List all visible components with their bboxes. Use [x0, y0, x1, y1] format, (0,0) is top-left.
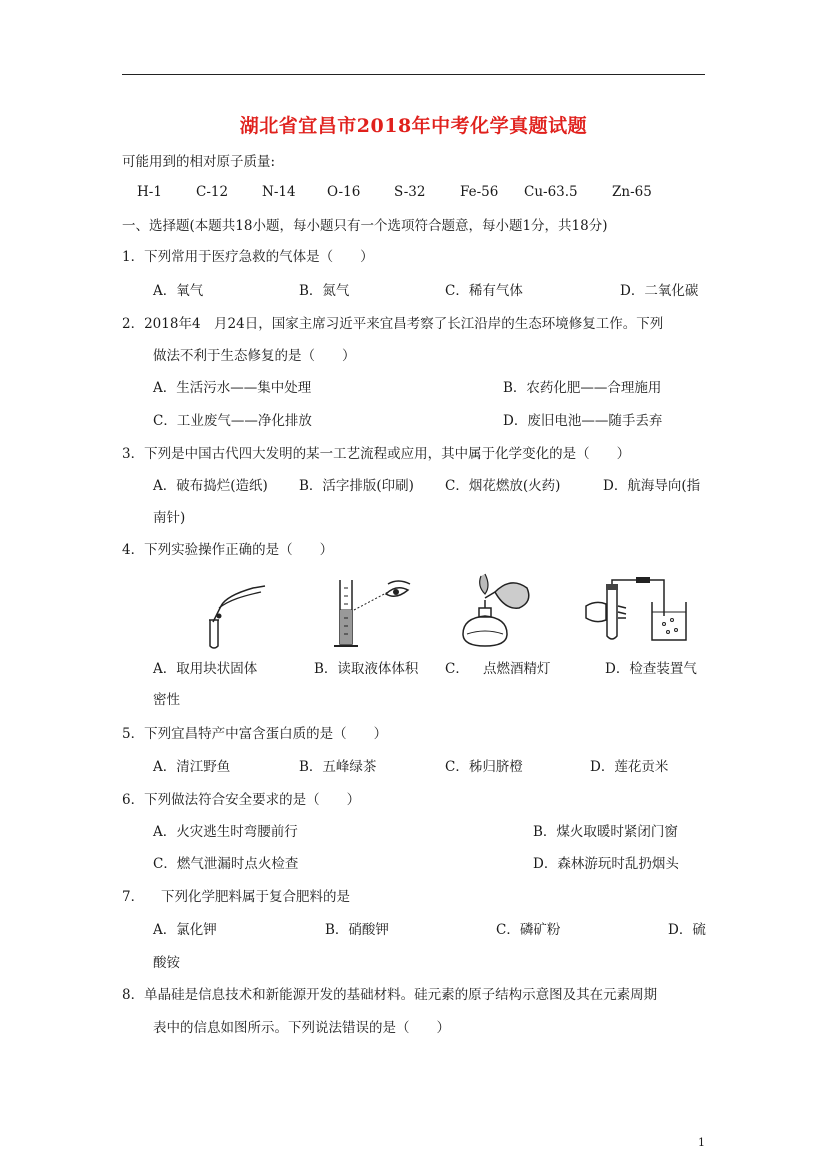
test-tube-tweezers-figure: [195, 570, 275, 650]
mass-c: C-12: [196, 184, 229, 200]
q7-stem: 下列化学肥料属于复合肥料的是: [161, 889, 350, 905]
q2-option-a: A．生活污水——集中处理: [153, 380, 312, 396]
q6-option-a: A．火灾逃生时弯腰前行: [153, 824, 298, 840]
q3-option-d-wrap: 南针): [153, 510, 186, 526]
q7-option-c: C．磷矿粉: [496, 922, 561, 938]
q6-option-d: D．森林游玩时乱扔烟头: [533, 856, 679, 872]
mass-h: H-1: [137, 184, 162, 200]
mass-n: N-14: [262, 184, 296, 200]
page-title: 湖北省宜昌市2018年中考化学真题试题: [239, 115, 588, 137]
q7-option-a: A．氯化钾: [153, 922, 217, 938]
q3-stem: 3．下列是中国古代四大发明的某一工艺流程或应用，其中属于化学变化的是（ ）: [122, 446, 631, 462]
header-rule: [122, 74, 705, 75]
q3-option-d: D．航海导向(指: [603, 478, 701, 494]
page-number: 1: [698, 1136, 705, 1149]
q1-option-d: D．二氧化碳: [620, 283, 699, 299]
q6-option-c: C．燃气泄漏时点火检查: [153, 856, 299, 872]
q4-option-d: D．检查装置气: [605, 661, 697, 677]
q4-option-b: B．读取液体体积: [314, 661, 419, 677]
q4-stem: 4．下列实验操作正确的是（ ）: [122, 542, 334, 558]
q4-option-c-text: 点燃酒精灯: [483, 661, 551, 677]
mass-zn: Zn-65: [612, 184, 652, 200]
q1-option-a: A．氧气: [153, 283, 204, 299]
q4-option-d-wrap: 密性: [153, 692, 180, 708]
q3-option-b: B．活字排版(印刷): [299, 478, 414, 494]
q3-option-c: C．烟花燃放(火药): [445, 478, 561, 494]
q2-stem-line2: 做法不利于生态修复的是（ ）: [153, 348, 356, 364]
q6-stem: 6．下列做法符合安全要求的是（ ）: [122, 792, 361, 808]
q1-option-c: C．稀有气体: [445, 283, 523, 299]
q5-option-a: A．清江野鱼: [153, 759, 231, 775]
section-heading: 一、选择题(本题共18小题，每小题只有一个选项符合题意，每小题1分，共18分): [122, 218, 608, 234]
q2-option-b: B．农药化肥——合理施用: [503, 380, 662, 396]
q5-option-b: B．五峰绿茶: [299, 759, 377, 775]
atomic-mass-label: 可能用到的相对原子质量:: [122, 154, 276, 170]
q5-option-d: D．莲花贡米: [590, 759, 669, 775]
q7-number: 7．: [122, 889, 145, 905]
q7-option-d-wrap: 酸铵: [153, 955, 180, 971]
q8-stem-line2: 表中的信息如图所示。下列说法错误的是（ ）: [153, 1020, 450, 1036]
mass-o: O-16: [327, 184, 361, 200]
q3-option-a: A．破布捣烂(造纸): [153, 478, 268, 494]
q7-option-d: D．硫: [668, 922, 706, 938]
q4-option-a: A．取用块状固体: [153, 661, 258, 677]
q2-option-d: D．废旧电池——随手丢弃: [503, 413, 663, 429]
q1-stem: 1．下列常用于医疗急救的气体是（ ）: [122, 249, 374, 265]
q5-option-c: C．秭归脐橙: [445, 759, 523, 775]
q2-option-c: C．工业废气——净化排放: [153, 413, 312, 429]
q2-stem-line1: 2．2018年4 月24日，国家主席习近平来宜昌考察了长江沿岸的生态环境修复工作。下列: [122, 316, 664, 332]
q6-option-b: B．煤火取暖时紧闭门窗: [533, 824, 678, 840]
q8-stem-line1: 8．单晶硅是信息技术和新能源开发的基础材料。硅元素的原子结构示意图及其在元素周期: [122, 987, 658, 1003]
q4-option-c-letter: C．: [445, 661, 469, 677]
alcohol-lamp-figure: [455, 570, 540, 655]
airtightness-check-figure: [582, 570, 702, 645]
mass-fe: Fe-56: [460, 184, 499, 200]
mass-cu: Cu-63.5: [524, 184, 578, 200]
q7-option-b: B．硝酸钾: [325, 922, 389, 938]
q1-option-b: B．氮气: [299, 283, 350, 299]
graduated-cylinder-figure: [330, 570, 415, 650]
mass-s: S-32: [394, 184, 426, 200]
q5-stem: 5．下列宜昌特产中富含蛋白质的是（ ）: [122, 726, 388, 742]
